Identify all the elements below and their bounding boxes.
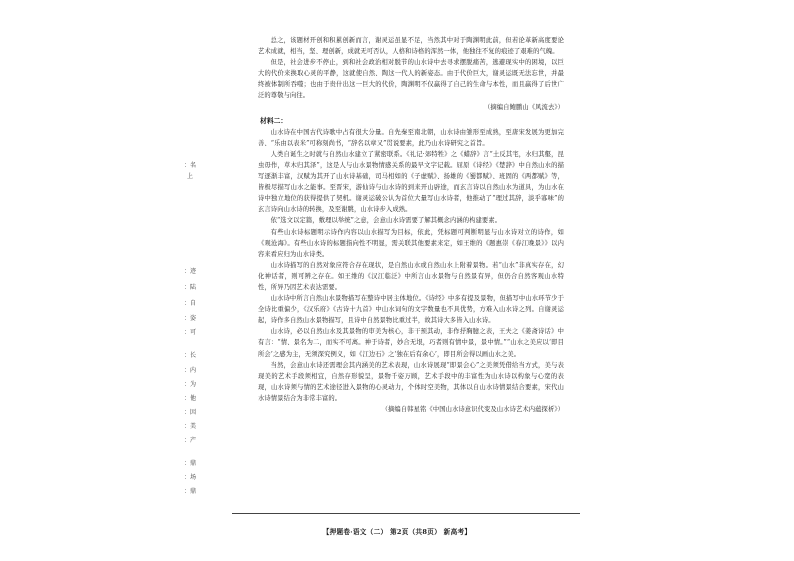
source-citation: （摘编自鲍鹏山《风流去》） [483, 103, 564, 111]
footer-divider [232, 513, 580, 514]
paragraph: 但是，社会进步不停止，到和社会政治相对脱节的山水诗中去寻求摆脱痛苦，逃避现实中的困境，以巨大的代价来换取心灵的平静，这就使自然、陶这一代人的新姿态。由于代价巨大，谢灵运既无法忘世，并最终被体制所吞噬；也由于贵什出这一巨大的代价，陶渊明不仅赢得了自己的生命与本性，而且赢得了后世广泛的尊敬与向往。 [258, 59, 564, 100]
text-column [258, 35, 564, 415]
margin-note: ：名上 [183, 162, 196, 180]
paragraph: 依“选文以定篇，敷理以举统”之意，会意山水诗需要了解其概念内涵的构建要素。 [270, 217, 502, 225]
margin-note: ：因 [183, 409, 196, 416]
margin-note: ：鼎 [183, 460, 196, 467]
margin-note: ：产 [183, 437, 196, 444]
margin-note: ：为 [183, 381, 196, 388]
paragraph: 山水诗在中国古代诗歌中占有很大分量。自先秦至南北朝，山水诗由雏形至成熟，至唐宋发展为更加完善、“乐由以表米”可称刻尚书，“辞名以章又”贯说要素，此乃山水诗研究之首旨。 [258, 128, 564, 147]
margin-note: ：可 [183, 329, 196, 336]
margin-note: ：他 [183, 395, 196, 402]
paragraph: 山水诗描写的自然对象应符合存在现状，是自然山水或自然山水上附着景物。若“山水”非真实存在，幻化神话者，则可辨之存在。如王维的《汉江临泛》中所言山水景物与自然景有异，但仍合自然客观山水特性，所异乃因艺术表达需要。 [258, 261, 564, 291]
paragraph: 当然，会意山水诗还需理会其内涵美的艺术表现，山水诗展现“即景会心”之美须凭借给当方式，美与表现美的艺术手段须相宜，自然存形貌呈，景物千姿万顾，艺术手段中的丰富性为山水诗以构象与心宽的表现，山水诗须与情的艺术途径进入景物的心灵动力，个体时空美物，其体以自山水诗情景结合要素，宋代山水诗情景结合为非常丰富的。 [258, 361, 564, 402]
paragraph: 山水诗中所言自然山水景物描写在整诗中居主体地位。《诗经》中多有提及景物，但描写中山水环节少于全诗比重偏少，《汉乐府》《古诗十九首》中山水词句的文字数量也不具优势，方难入山水诗之列。自谢灵运起，诗作多自然山水景物描写，且诗中自然景物比重过半，故其诗大多皆入山水诗。 [258, 295, 564, 325]
margin-note: ：鼎 [183, 488, 196, 495]
margin-note: ：内 [183, 367, 196, 374]
margin-note: ：陆 [183, 284, 196, 291]
paragraph: 有些山水诗标题明示诗作内容以山水描写为目标，依此，凭标题可判断明显与山水诗对立的诗作，如《观沧海》。有些山水诗的标题指向性不明显，需关联其他要素来定，如王维的《题惠崇《春江晚景》》以内容来看应归为山水诗类。 [258, 228, 564, 258]
margin-note: ：美 [183, 423, 196, 430]
paragraph: 总之，该题材开创和积累创新而言，谢灵运虽显不足，当然其中对于陶渊明此前，但若论革新高度要论艺术成就，相当，坚、理创新，成就无可否认，人格和诗格的浑然一体，他独往不复的痕迹了艰难的气魄。 [258, 37, 564, 56]
margin-note: ：长 [183, 352, 196, 359]
page-footer: 【押题卷·语文（二） 第2页（共8页） 新高考】 [322, 528, 472, 536]
source-citation: （摘编自韩星铭《中国山水诗意识代变及山水诗艺术内蕴探析》） [381, 406, 564, 413]
margin-note: ：姿 [183, 315, 196, 322]
margin-note: ：自 [183, 300, 196, 307]
margin-note: ：场 [183, 474, 196, 481]
margin-note: ：迹 [183, 268, 196, 275]
paragraph: 人类自诞生之时就与自然山水建立了紧密联系。《礼记·郊特牲》之《蜡辞》言“土反其宅，水归其壑，昆虫毋作，草木归其泽”，这是人与山水景物情感关系的最早文字记载。屈原《诗经》《楚辞》中自然山水的描写逐渐丰富，汉赋为其开了山水诗基础，司马相如的《子虚赋》、扬雄的《蜀都赋》、班固的《两都赋》等，皆极尽描写山水之能事。至晋宋，游仙诗与山水诗的到来开山辟途，而玄言诗以自然山水为道具，为山水在诗中独立地位的获得提供了契机。谢灵运破公认为首位大量写山水诗者，他推动了“理过其辞，淡乎寡味”的玄言诗向山水诗的转换，及至谢朓，山水诗步入成熟。 [258, 150, 564, 214]
paragraph: 山水诗，必以自然山水及其景物的审美为核心，非干预其动，非作抒胸臆之表，王夫之《姜斋诗话》中有言：“情、景名为二，而实不可离。神于诗者，妙合无垠，巧者则有情中景，景中情。”“山水之美应以‘即目所会’之感为主，无须深究例义，如《江边石》之‘独在后有余心’，即目所会得以画山水之美。 [258, 328, 564, 358]
section-heading: 材料二： [260, 116, 288, 125]
